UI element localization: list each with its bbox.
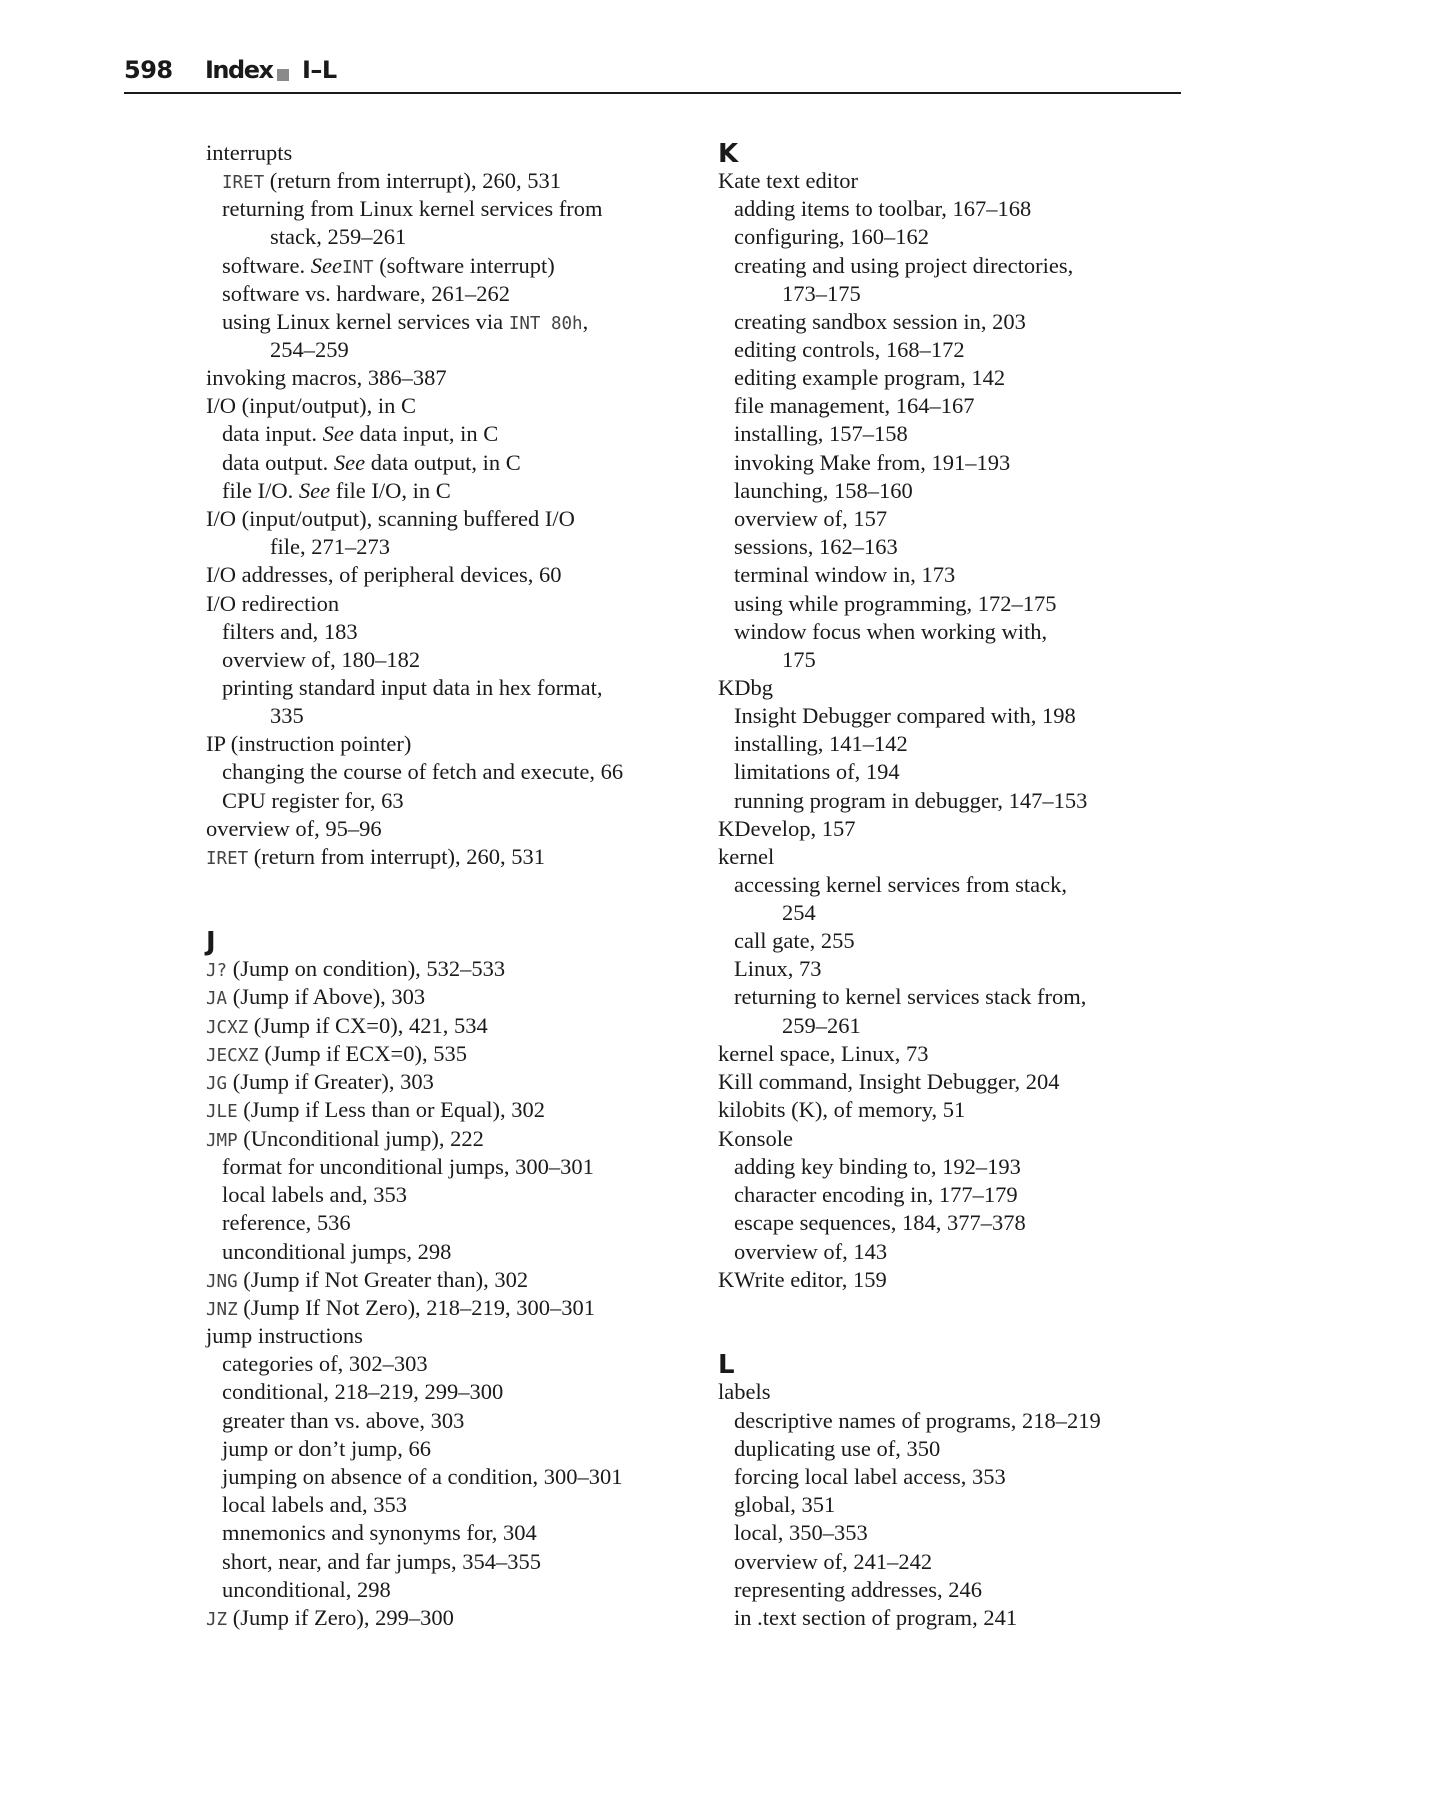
code-term: JLE [206,1102,238,1122]
entry-text: KDevelop, 157 [718,816,856,841]
entry-text: forcing local label access, 353 [734,1464,1006,1489]
index-entry [206,1294,595,1324]
entry-text: IP (instruction pointer) [206,731,412,756]
code-term: JNZ [206,1300,238,1320]
index-subentry [222,1153,594,1181]
index-continuation [270,223,406,251]
index-subentry [734,1491,835,1519]
see-reference: See [322,421,354,446]
index-subentry [734,223,929,251]
entry-text: software. [222,253,311,278]
index-subentry [222,449,521,477]
index-subentry [734,252,1073,280]
entry-text: (Jump if Above), 303 [227,984,426,1009]
entry-text: short, near, and far jumps, 354–355 [222,1549,542,1574]
index-subentry [734,364,1005,392]
index-subentry [734,420,908,448]
entry-text: file, 271–273 [270,534,390,559]
code-term: INT [341,258,374,278]
entry-text: kilobits (K), of memory, 51 [718,1097,966,1122]
index-section-letter: K [718,139,739,169]
index-section-letter: J [206,927,216,957]
index-subentry [734,758,900,786]
entry-text: (software interrupt) [373,253,555,278]
see-reference: See [310,253,342,278]
entry-text: I/O redirection [206,591,340,616]
entry-text: printing standard input data in hex format, [222,675,603,700]
index-subentry [222,787,404,815]
index-subentry [222,1463,623,1491]
index-subentry [222,1576,391,1604]
entry-text: (Jump on condition), 532–533 [227,956,506,981]
entry-text: invoking Make from, 191–193 [734,450,1011,475]
index-subentry [734,787,1087,815]
entry-text: overview of, 241–242 [734,1549,933,1574]
entry-text: conditional, 218–219, 299–300 [222,1379,504,1404]
index-subentry [734,1153,1021,1181]
index-continuation [782,899,816,927]
entry-text: greater than vs. above, 303 [222,1408,465,1433]
index-entry [206,364,447,392]
index-subentry [734,730,908,758]
index-subentry [734,1238,887,1266]
entry-text: format for unconditional jumps, 300–301 [222,1154,594,1179]
entry-text: data output. [222,450,334,475]
entry-text: representing addresses, 246 [734,1577,983,1602]
index-subentry [734,590,1056,618]
entry-text: (Jump if Zero), 299–300 [227,1605,454,1630]
running-header [124,56,1181,94]
code-term: JCXZ [206,1018,249,1038]
index-entry [206,983,425,1013]
index-subentry [222,1238,451,1266]
entry-text: software vs. hardware, 261–262 [222,281,511,306]
entry-text: window focus when working with, [734,619,1048,644]
index-continuation [270,533,390,561]
entry-text: limitations of, 194 [734,759,900,784]
entry-text: creating sandbox session in, 203 [734,309,1026,334]
entry-text: , [582,309,589,334]
index-continuation [782,646,816,674]
index-subentry [734,702,1076,730]
code-term: JECXZ [206,1046,259,1066]
entry-text: unconditional, 298 [222,1577,391,1602]
code-term: JA [206,989,228,1009]
entry-text: KDbg [718,675,773,700]
code-term: JZ [206,1610,228,1630]
entry-text: editing controls, 168–172 [734,337,965,362]
code-term: JNG [206,1272,238,1292]
code-term: IRET [206,849,249,869]
index-subentry [734,955,822,983]
index-entry [718,843,774,871]
entry-text: accessing kernel services from stack, [734,872,1067,897]
index-entry [206,843,545,873]
entry-text: unconditional jumps, 298 [222,1239,452,1264]
entry-text: data output, in C [365,450,521,475]
entry-text: I/O addresses, of peripheral devices, 60 [206,562,562,587]
entry-text: CPU register for, 63 [222,788,404,813]
entry-text: using Linux kernel services via [222,309,509,334]
index-entry [718,1125,793,1153]
index-entry [206,1012,488,1042]
entry-text: global, 351 [734,1492,836,1517]
index-subentry [734,477,913,505]
header-title: Index [205,56,273,84]
index-entry [206,561,562,589]
index-subentry [222,1548,541,1576]
entry-text: local labels and, 353 [222,1492,407,1517]
index-entry [206,1096,545,1126]
index-entry [718,674,773,702]
entry-text: 254 [782,900,816,925]
entry-text: (Unconditional jump), 222 [237,1126,484,1151]
index-entry [718,167,858,195]
entry-text: (return from interrupt), 260, 531 [264,168,561,193]
index-subentry [222,1181,407,1209]
entry-text: file management, 164–167 [734,393,975,418]
entry-text: Linux, 73 [734,956,822,981]
entry-text: returning from Linux kernel services from [222,196,603,221]
entry-text: terminal window in, 173 [734,562,956,587]
entry-text: data input. [222,421,323,446]
index-subentry [734,505,887,533]
index-entry [206,392,416,420]
entry-text: jumping on absence of a condition, 300–301 [222,1464,623,1489]
entry-text: call gate, 255 [734,928,855,953]
index-subentry [734,1604,1017,1632]
index-subentry [734,195,1031,223]
index-continuation [270,336,349,364]
entry-text: (return from interrupt), 260, 531 [248,844,545,869]
index-subentry [222,308,588,338]
index-subentry [734,927,855,955]
entry-text: configuring, 160–162 [734,224,929,249]
entry-text: escape sequences, 184, 377–378 [734,1210,1026,1235]
entry-text: stack, 259–261 [270,224,407,249]
entry-text: Kate text editor [718,168,858,193]
entry-text: descriptive names of programs, 218–219 [734,1408,1101,1433]
entry-text: overview of, 180–182 [222,647,421,672]
entry-text: in .text section of program, 241 [734,1605,1018,1630]
square-bullet-icon [277,69,289,81]
index-subentry [222,1519,537,1547]
index-subentry [222,167,561,197]
entry-text: local, 350–353 [734,1520,868,1545]
entry-text: 259–261 [782,1013,861,1038]
index-subentry [222,1378,503,1406]
index-entry [206,1322,363,1350]
index-entry [718,1266,887,1294]
entry-text: editing example program, 142 [734,365,1006,390]
entry-text: sessions, 162–163 [734,534,898,559]
index-subentry [222,1350,428,1378]
see-reference: See [333,450,366,475]
see-reference: See [298,478,331,503]
index-subentry [222,195,603,223]
entry-text: 254–259 [270,337,349,362]
index-subentry [222,1491,407,1519]
entry-text: using while programming, 172–175 [734,591,1057,616]
code-term: INT 80h [508,314,583,334]
index-subentry [734,533,898,561]
index-subentry [734,871,1067,899]
index-subentry [734,618,1047,646]
index-entry [206,815,382,843]
index-continuation [782,280,861,308]
index-subentry [734,1548,932,1576]
index-entry [718,1378,770,1406]
entry-text: overview of, 157 [734,506,888,531]
entry-text: jump instructions [206,1323,363,1348]
entry-text: duplicating use of, 350 [734,1436,941,1461]
entry-text: invoking macros, 386–387 [206,365,447,390]
index-subentry [222,252,555,282]
entry-text: mnemonics and synonyms for, 304 [222,1520,537,1545]
index-entry [206,1266,528,1296]
index-subentry [734,1435,940,1463]
index-subentry [222,646,420,674]
entry-text: interrupts [206,140,293,165]
index-entry [206,139,292,167]
index-subentry [222,1435,431,1463]
index-section-letter: L [718,1350,735,1380]
entry-text: jump or don’t jump, 66 [222,1436,431,1461]
index-subentry [734,1519,868,1547]
index-entry [206,1604,454,1634]
index-subentry [734,336,965,364]
index-entry [718,1040,929,1068]
entry-text: 175 [782,647,816,672]
index-entry [206,1040,467,1070]
entry-text: file I/O. [222,478,299,503]
entry-text: file I/O, in C [330,478,451,503]
entry-text: 173–175 [782,281,861,306]
entry-text: (Jump If Not Zero), 218–219, 300–301 [237,1295,596,1320]
index-entry [206,1125,484,1155]
index-subentry [222,477,451,505]
index-subentry [734,1209,1026,1237]
index-subentry [734,1407,1101,1435]
index-continuation [270,702,304,730]
code-term: JG [206,1074,228,1094]
index-entry [206,590,339,618]
header-range: I–L [302,56,337,84]
entry-text: kernel space, Linux, 73 [718,1041,929,1066]
index-continuation [782,1012,861,1040]
entry-text: (Jump if Greater), 303 [227,1069,434,1094]
index-subentry [734,1576,982,1604]
entry-text: categories of, 302–303 [222,1351,428,1376]
index-subentry [734,561,955,589]
index-subentry [222,1407,464,1435]
entry-text: creating and using project directories, [734,253,1074,278]
entry-text: adding key binding to, 192–193 [734,1154,1021,1179]
entry-text: returning to kernel services stack from, [734,984,1087,1009]
entry-text: changing the course of fetch and execute, 66 [222,759,624,784]
entry-text: adding items to toolbar, 167–168 [734,196,1032,221]
index-entry [206,730,411,758]
code-term: IRET [222,173,265,193]
index-subentry [734,449,1010,477]
index-subentry [734,1463,1006,1491]
index-subentry [222,674,603,702]
index-entry [718,1068,1060,1096]
entry-text: launching, 158–160 [734,478,913,503]
index-entry [206,505,575,533]
entry-text: 335 [270,703,304,728]
entry-text: KWrite editor, 159 [718,1267,887,1292]
entry-text: (Jump if CX=0), 421, 534 [248,1013,488,1038]
entry-text: reference, 536 [222,1210,351,1235]
entry-text: data input, in C [353,421,499,446]
page-number: 598 [124,56,173,84]
entry-text: Kill command, Insight Debugger, 204 [718,1069,1060,1094]
entry-text: (Jump if ECX=0), 535 [258,1041,467,1066]
index-subentry [222,280,510,308]
entry-text: I/O (input/output), scanning buffered I/O [206,506,575,531]
entry-text: (Jump if Less than or Equal), 302 [237,1097,546,1122]
index-entry [206,955,505,985]
code-term: JMP [206,1131,238,1151]
index-subentry [734,308,1026,336]
entry-text: I/O (input/output), in C [206,393,416,418]
entry-text: overview of, 95–96 [206,816,382,841]
entry-text: Insight Debugger compared with, 198 [734,703,1076,728]
entry-text: Konsole [718,1126,793,1151]
entry-text: installing, 157–158 [734,421,908,446]
entry-text: running program in debugger, 147–153 [734,788,1088,813]
index-subentry [222,420,498,448]
index-subentry [734,983,1086,1011]
index-subentry [222,758,623,786]
index-entry [206,1068,434,1098]
entry-text: overview of, 143 [734,1239,888,1264]
index-subentry [734,1181,1018,1209]
index-subentry [222,1209,351,1237]
entry-text: character encoding in, 177–179 [734,1182,1018,1207]
entry-text: kernel [718,844,775,869]
index-entry [718,1096,965,1124]
index-subentry [734,392,975,420]
entry-text: (Jump if Not Greater than), 302 [237,1267,529,1292]
code-term: J? [206,961,228,981]
entry-text: local labels and, 353 [222,1182,407,1207]
index-entry [718,815,855,843]
index-subentry [222,618,358,646]
entry-text: labels [718,1379,771,1404]
entry-text: filters and, 183 [222,619,358,644]
entry-text: installing, 141–142 [734,731,908,756]
